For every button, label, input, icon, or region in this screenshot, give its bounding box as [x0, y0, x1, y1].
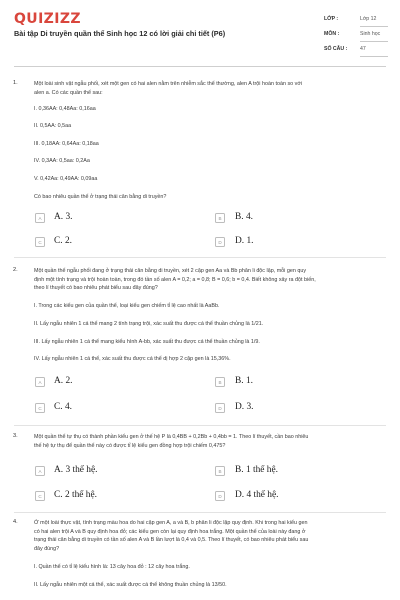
question-text-line: theo lí thuyết có bao nhiêu phát biểu sau đây đúng?: [34, 285, 158, 292]
option-b-box[interactable]: B: [215, 466, 225, 476]
statement: I. 0,36AA: 0,48Aa: 0,16aa: [34, 106, 96, 112]
option-c-box[interactable]: C: [35, 403, 45, 413]
option-b-box[interactable]: B: [215, 377, 225, 387]
meta-grade-value: Lớp 12: [360, 16, 377, 22]
option-b[interactable]: B. 1.: [235, 376, 253, 386]
statement: III. 0,18AA: 0,64Aa: 0,18aa: [34, 141, 99, 147]
option-d[interactable]: D. 4 thế hệ.: [235, 490, 279, 500]
worksheet-header: [0, 0, 400, 66]
statement: V. 0,42Aa: 0,49AA: 0,09aa: [34, 176, 98, 182]
page-title: Bài tập Di truyền quần thể Sinh học 12 có lời giải chi tiết (P6): [14, 29, 226, 38]
question-prompt: Có bao nhiêu quần thể ở trạng thái cân bằng di truyền?: [34, 194, 167, 200]
question-number: 4.: [13, 519, 18, 525]
question-text-line: Một quần thể ngẫu phối đang ở trạng thái cân bằng di truyền, xét 2 cặp gen Aa và Bb phân li độc lập, mỗi gen quy: [34, 268, 307, 274]
meta-count-label: SỐ CÂU :: [324, 46, 348, 52]
question-text-line: thế hệ tự thụ để quần thể này có được tỉ lệ kiểu gen đồng hợp trội chiếm 0,475?: [34, 442, 226, 449]
option-c-box[interactable]: C: [35, 491, 45, 501]
option-a-box[interactable]: A: [35, 213, 45, 223]
option-a[interactable]: A. 3.: [54, 212, 73, 222]
option-c[interactable]: C. 2 thế hệ.: [54, 490, 97, 500]
question-number: 2.: [13, 267, 18, 273]
option-c[interactable]: C. 2.: [54, 236, 72, 246]
question-text-line: alen a. Có các quần thể sau:: [34, 89, 103, 96]
option-b-box[interactable]: B: [215, 213, 225, 223]
option-d-box[interactable]: D: [215, 237, 225, 247]
statement: II. Lấy ngẫu nhiên một cá thể, xác suất được cá thể không thuần chủng là 13/50.: [34, 582, 227, 588]
meta-count-value: 47: [360, 46, 366, 52]
question-text-line: Một quần thể tự thụ có thành phần kiểu gen ở thế hệ P là 0,4BB + 0,2Bb + 0,4bb = 1. Theo lí thuyết, cần bao nhiêu: [34, 434, 309, 440]
option-a[interactable]: A. 2.: [54, 376, 73, 386]
meta-grade-label: LỚP :: [324, 16, 339, 22]
meta-subject-label: MÔN :: [324, 31, 340, 37]
header-divider: [14, 66, 386, 67]
statement: I. Trong các kiểu gen của quần thể, loại kiểu gen chiếm tỉ lệ cao nhất là AaBb.: [34, 303, 220, 309]
question-text-line: Ở một loài thực vật, tính trạng màu hoa do hai cặp gen A, a và B, b phân li độc lập quy định. Khi trong hai kiểu gen: [34, 520, 308, 526]
meta-subject-line: [360, 41, 388, 42]
meta-count-line: [360, 56, 388, 57]
question-text-line: đây đúng?: [34, 545, 60, 552]
question-number: 1.: [13, 80, 18, 86]
quizizz-logo: QUIZIZZ: [14, 11, 81, 27]
statement: I. Quần thể có tỉ lệ kiểu hình là: 13 cây hoa đỏ : 12 cây hoa trắng.: [34, 564, 190, 570]
option-d[interactable]: D. 3.: [235, 402, 254, 412]
option-a[interactable]: A. 3 thế hệ.: [54, 465, 98, 475]
meta-subject: [324, 28, 388, 42]
question-number: 3.: [13, 433, 18, 439]
option-b[interactable]: B. 4.: [235, 212, 253, 222]
meta-subject-value: Sinh học: [360, 31, 381, 37]
option-a-box[interactable]: A: [35, 377, 45, 387]
statement: II. Lấy ngẫu nhiên 1 cá thể mang 2 tính trạng trội, xác suất thu được cá thể thuần chủng là 1/21.: [34, 321, 264, 327]
option-d[interactable]: D. 1.: [235, 236, 254, 246]
option-a-box[interactable]: A: [35, 466, 45, 476]
statement: III. Lấy ngẫu nhiên 1 cá thể mang kiểu hình A-bb, xác suất thu được cá thể thuần chủng là 1/9.: [34, 339, 260, 345]
question-text-line: có hai alen trội A và B quy định hoa đỏ; các kiểu gen còn lại quy định hoa trắng. Một quần thể của loài này đang ở: [34, 528, 306, 535]
question-divider: [14, 257, 386, 258]
option-c-box[interactable]: C: [35, 237, 45, 247]
option-b[interactable]: B. 1 thế hệ.: [235, 465, 278, 475]
question-text-line: Một loài sinh vật ngẫu phối, xét một gen có hai alen nằm trên nhiễm sắc thể thường, alen A trội hoàn toàn so với: [34, 81, 303, 87]
meta-grade-line: [360, 26, 388, 27]
statement: IV. Lấy ngẫu nhiên 1 cá thể, xác suất thu được cá thể dị hợp 2 cặp gen là 15,36%.: [34, 356, 231, 362]
option-d-box[interactable]: D: [215, 403, 225, 413]
question-text-line: trạng thái cân bằng di truyền có tần số alen A và B lần lượt là 0,4 và 0,5. Theo lí thuyết, có bao nhiêu phát biểu sau: [34, 537, 309, 544]
question-divider: [14, 512, 386, 513]
option-d-box[interactable]: D: [215, 491, 225, 501]
question-text-line: định một tính trạng và trội hoàn toàn, trong đó tần số alen A = 0,2; a = 0,8; B = 0,6; b = 0,4. Biết không xảy ra đột biến,: [34, 276, 316, 283]
option-c[interactable]: C. 4.: [54, 402, 72, 412]
meta-grade: [324, 13, 388, 27]
meta-count: [324, 43, 388, 57]
question-divider: [14, 425, 386, 426]
statement: IV. 0,3AA: 0,5aa: 0,2Aa: [34, 158, 90, 164]
statement: II. 0,5AA: 0,5aa: [34, 123, 72, 129]
